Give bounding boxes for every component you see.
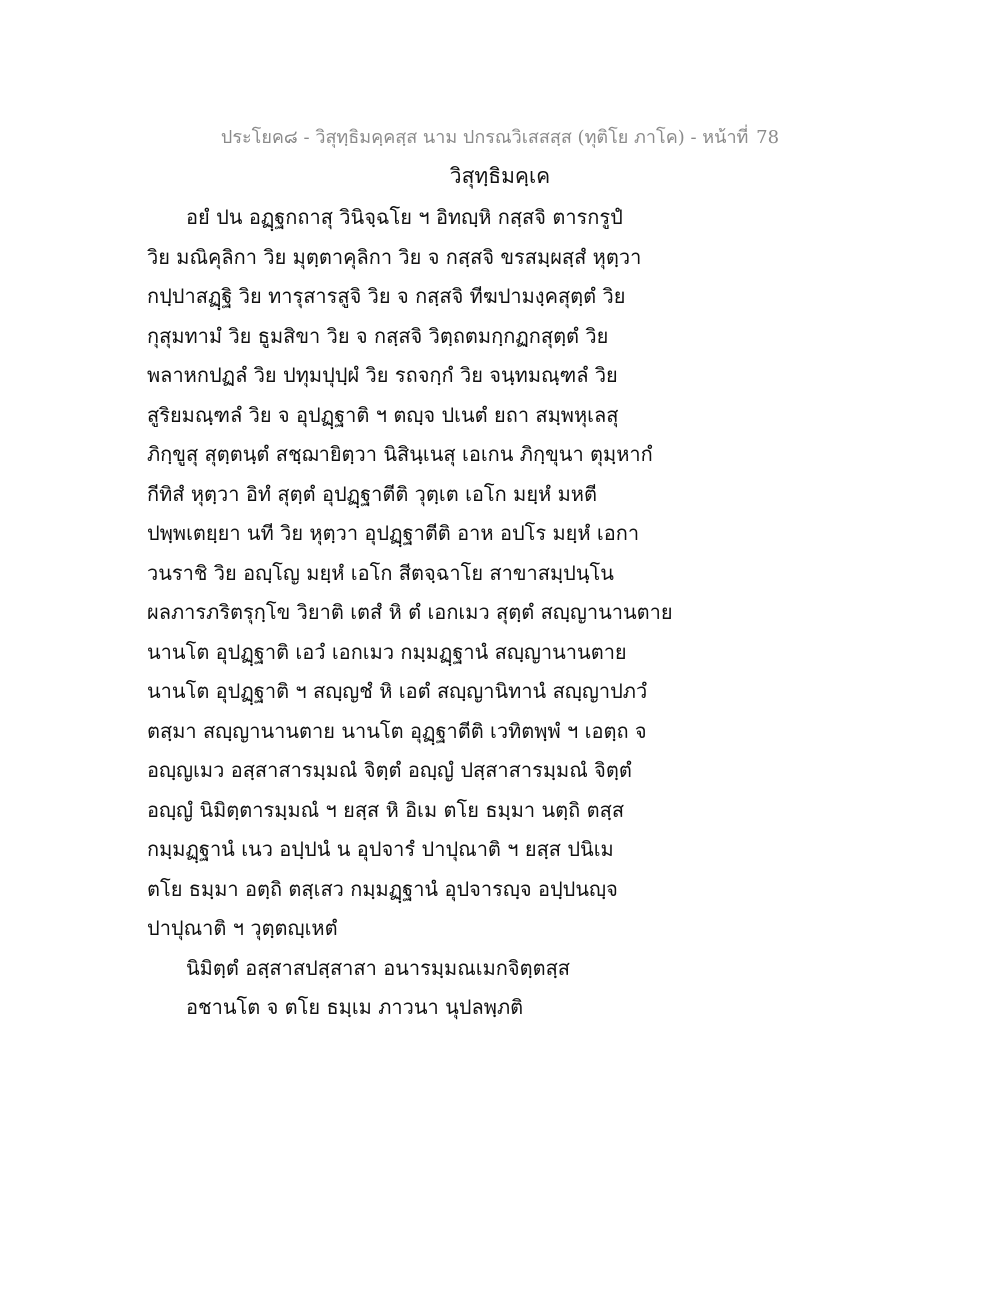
text-line: นานโต อุปฏฺฐาติ ฯ สญฺญชํ หิ เอตํ สญฺญานิทานํ สญฺญาปภวํ [147, 679, 648, 703]
text-line: ตโย ธมฺมา อตฺถิ ตสฺเสว กมฺมฏฺฐานํ อุปจารญฺจ อปฺปนญฺจ [147, 876, 618, 901]
text-line: กีทิสํ หุตฺวา อิทํ สุตฺตํ อุปฏฺฐาตีติ วุตฺเต เอโก มยฺหํ มหตี [147, 481, 597, 506]
text-line: พลาหกปฏลํ วิย ปทุมปุปฺผํ วิย รถจกฺกํ วิย จนฺทมณฺฑลํ วิย [147, 363, 618, 387]
text-line: วนราชิ วิย อญฺโญ มยฺหํ เอโก สีตจฺฉาโย สาขาสมฺปนฺโน [147, 560, 614, 585]
verse-line: นิมิตฺตํ อสฺสาสปสฺสาสา อนารมฺมณเมกจิตฺตสฺส [186, 955, 571, 980]
text-line: ภิกฺขูสุ สุตฺตนฺตํ สชฺฌายิตฺวา นิสินฺเนสุ เอเกน ภิกฺขุนา ตุมฺหากํ [147, 442, 653, 466]
text-line: สูริยมณฺฑลํ วิย จ อุปฏฺฐาติ ฯ ตญฺจ ปเนตํ ยถา สมฺพหุเลสุ [147, 402, 619, 427]
verse-line: อชานโต จ ตโย ธมฺเม ภาวนา นุปลพฺภติ [186, 995, 524, 1019]
text-line: ผลภารภริตรุกฺโข วิยาติ เตสํ หิ ตํ เอกเมว สุตฺตํ สญฺญานานตาย [147, 600, 673, 624]
text-line: นานโต อุปฏฺฐาติ เอวํ เอกเมว กมฺมฏฺฐานํ สญฺญานานตาย [147, 639, 627, 664]
text-line: อญฺญเมว อสฺสาสารมฺมณํ จิตฺตํ อญฺญํ ปสฺสาสารมฺมณํ จิตฺตํ [147, 758, 632, 782]
text-line: ปาปุณาติ ฯ วุตฺตญฺเหตํ [147, 916, 338, 940]
page-number: 78 [756, 127, 780, 148]
running-header [0, 122, 1000, 151]
section-title: วิสุทฺธิมคฺเค [449, 164, 551, 188]
text-line: ปพฺพเตยฺยา นที วิย หุตฺวา อุปฏฺฐาตีติ อาห อปโร มยฺหํ เอกา [147, 521, 640, 545]
text-line: วิย มณิคุลิกา วิย มุตฺตาคุลิกา วิย จ กสฺสจิ ขรสมฺผสฺสํ หุตฺวา [147, 244, 642, 269]
running-header-text: ประโยค๘ - วิสุทฺธิมคฺคสฺส นาม ปกรณวิเสสสฺส (ทุติโย ภาโค) - หน้าที่ [220, 127, 749, 148]
text-line: กปฺปาสฏฺฐิ วิย ทารุสารสูจิ วิย จ กสฺสจิ ทีฆปามงฺคสุตฺตํ วิย [147, 284, 626, 308]
text-line: ตสฺมา สญฺญานานตาย นานโต อุฏฺฐาตีติ เวทิตพฺพํ ฯ เอตฺถ จ [147, 718, 647, 743]
text-line: อญฺญํ นิมิตฺตารมฺมณํ ฯ ยสฺส หิ อิเม ตโย ธมฺมา นตฺถิ ตสฺส [147, 797, 625, 822]
text-line: กมฺมฏฺฐานํ เนว อปฺปนํ น อุปจารํ ปาปุณาติ ฯ ยสฺส ปนิเม [147, 837, 614, 861]
text-line: กุสุมทามํ วิย ธูมสิขา วิย จ กสฺสจิ วิตฺถตมกฺกฏกสุตฺตํ วิย [147, 323, 609, 348]
main-text [147, 198, 673, 1028]
text-line: อยํ ปน อฏฺฐกถาสุ วินิจฺฉโย ฯ อิทญฺหิ กสฺสจิ ตารกรูปํ [186, 205, 623, 229]
